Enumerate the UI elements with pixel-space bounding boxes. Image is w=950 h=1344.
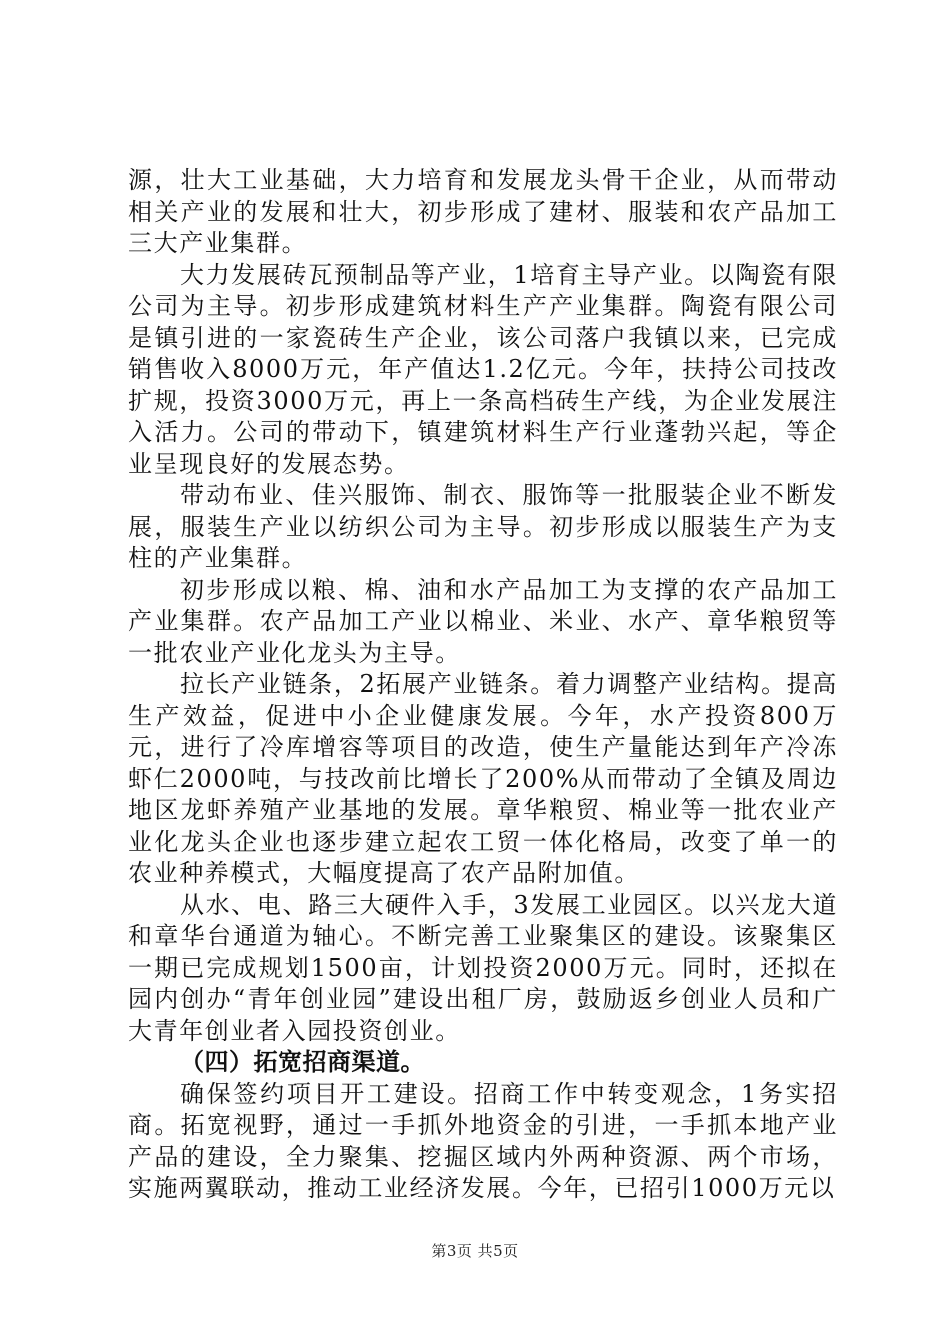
paragraph-1: 源，壮大工业基础，大力培育和发展龙头骨干企业，从而带动相关产业的发展和壮大，初步形成了建材、服装和农产品加工三大产业集群。 bbox=[128, 166, 838, 257]
section-heading: （四）拓宽招商渠道。 bbox=[180, 1048, 425, 1076]
paragraph-5: 拉长产业链条，2拓展产业链条。着力调整产业结构。提高生产效益，促进中小企业健康发展。今年，水产投资800万元，进行了冷库增容等项目的改造，使生产量能达到年产冷冻虾仁2000吨，与技改前比增长了200%从而带动了全镇及周边地区龙虾养殖产业基地的发展。章华粮贸、棉业等一批农业产业化龙头企业也逐步建立起农工贸一体化格局，改变了单一的农业种养模式，大幅度提高了农产品附加值。 bbox=[128, 670, 838, 887]
paragraph-3: 带动布业、佳兴服饰、制衣、服饰等一批服装企业不断发展，服装生产业以纺织公司为主导。初步形成以服装生产为支柱的产业集群。 bbox=[128, 481, 838, 572]
paragraph-7: 确保签约项目开工建设。招商工作中转变观念，1务实招商。拓宽视野，通过一手抓外地资金的引进，一手抓本地产业产品的建设，全力聚集、挖掘区域内外两种资源、两个市场，实施两翼联动，推动工业经济发展。今年，已招引1000万元以 bbox=[128, 1079, 838, 1202]
paragraph-2: 大力发展砖瓦预制品等产业，1培育主导产业。以陶瓷有限公司为主导。初步形成建筑材料生产产业集群。陶瓷有限公司是镇引进的一家瓷砖生产企业，该公司落户我镇以来，已完成销售收入8000万元，年产值达1.2亿元。今年，扶持公司技改扩规，投资3000万元，再上一条高档砖生产线，为企业发展注入活力。公司的带动下，镇建筑材料生产行业蓬勃兴起，等企业呈现良好的发展态势。 bbox=[128, 260, 838, 478]
page-footer: 第3页 共5页 bbox=[431, 1242, 519, 1260]
paragraph-6: 从水、电、路三大硬件入手，3发展工业园区。以兴龙大道和章华台通道为轴心。不断完善工业聚集区的建设。该聚集区一期已完成规划1500亩，计划投资2000万元。同时，还拟在园内创办“青年创业园”建设出租厂房，鼓励返乡创业人员和广大青年创业者入园投资创业。 bbox=[128, 890, 838, 1045]
document-body bbox=[128, 165, 838, 1205]
paragraph-4: 初步形成以粮、棉、油和水产品加工为支撑的农产品加工产业集群。农产品加工产业以棉业、米业、水产、章华粮贸等一批农业产业化龙头为主导。 bbox=[128, 575, 838, 667]
